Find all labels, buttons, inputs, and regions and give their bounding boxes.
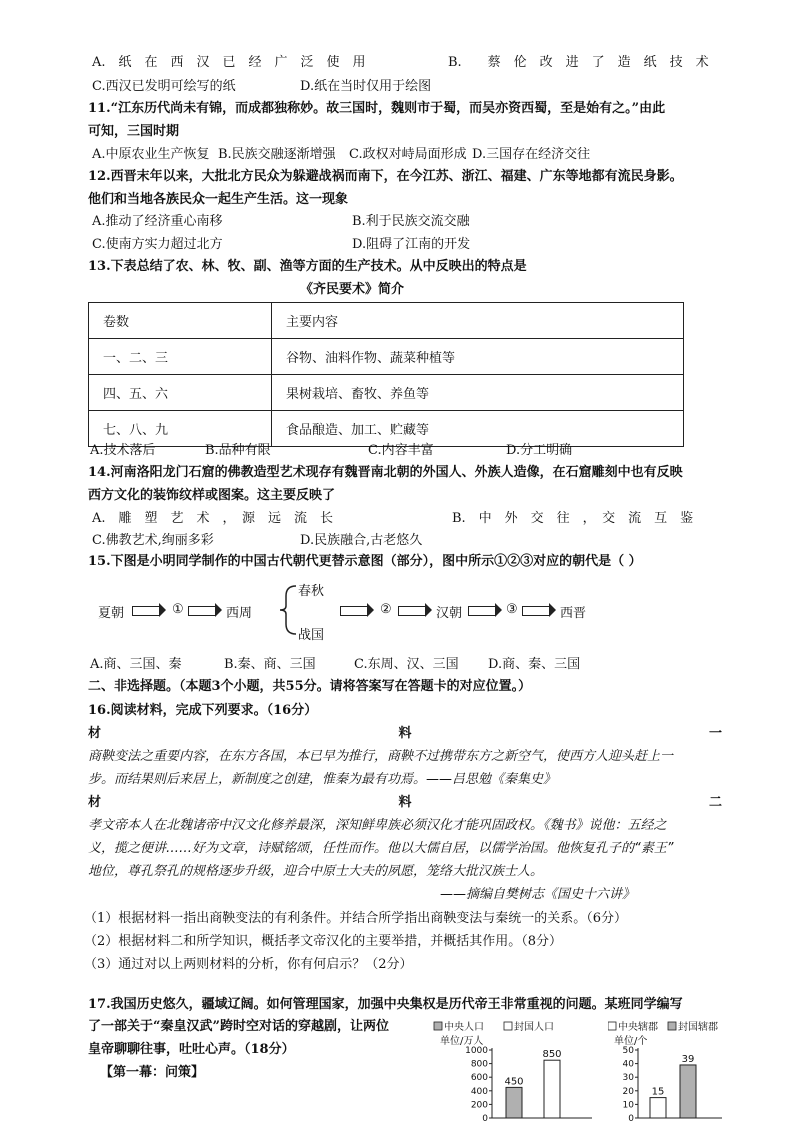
legend-label: 中央辖郡 (618, 1022, 658, 1033)
label-char: 一 (708, 726, 722, 741)
flow-node-2: ② (380, 602, 392, 617)
label-char: 材 (88, 726, 102, 741)
y-tick-label: 0 (628, 1114, 634, 1122)
q14-option-d: D.民族融合,古老悠久 (300, 533, 423, 548)
flow-arrow (340, 606, 367, 616)
q10-option-d: D.纸在当时仅用于绘图 (300, 79, 432, 94)
bar-data-label: 15 (651, 1086, 665, 1098)
q16-sub-question-2: （2）根据材料二和所学知识，概括孝文帝汉化的主要举措，并概括其作用。（8分） (84, 934, 563, 949)
material-2-line1: 孝文帝本人在北魏诸帝中汉文化修养最深，深知鲜卑族必须汉化才能巩固政权。《魏书》说他：五经之 (88, 818, 667, 833)
table-row (89, 375, 684, 411)
y-tick-label: 40 (622, 1059, 634, 1070)
q16-stem: 16.阅读材料，完成下列要求。（16分） (88, 703, 318, 718)
q15-option-d: D.商、秦、三国 (488, 657, 581, 672)
q12-option-b: B.利于民族交流交融 (352, 214, 470, 229)
q15-option-c: C.东周、汉、三国 (354, 657, 459, 672)
legend-swatch (608, 1022, 616, 1030)
legend-label: 封国人口 (514, 1022, 554, 1033)
material-1-line1: 商鞅变法之重要内容，在东方各国，本已早为推行，商鞅不过携带东方之新空气，使西方人迎头赶上一 (88, 749, 674, 764)
bar-data-label: 450 (504, 1076, 524, 1088)
material-1-label (88, 725, 722, 743)
y-tick-label: 50 (622, 1046, 634, 1056)
table-cell: 食品酿造、加工、贮藏等 (272, 411, 684, 447)
legend-swatch (504, 1022, 512, 1030)
q11-option-c: C.政权对峙局面形成 (349, 147, 467, 162)
flow-node-chunqiu: 春秋 (298, 584, 325, 599)
q14-option-c: C.佛教艺术,绚丽多彩 (92, 533, 214, 548)
q14-stem-line1: 14.河南洛阳龙门石窟的佛教造型艺术现存有魏晋南北朝的外国人、外族人造像，在石窟雕刻中也有反映 (88, 465, 683, 480)
flow-arrow (132, 606, 159, 616)
flow-node-1: ① (172, 602, 184, 617)
bar-data-label: 39 (681, 1053, 695, 1065)
q16-sub-question-1: （1）根据材料一指出商鞅变法的有利条件。并结合所学指出商鞅变法与秦统一的关系。（6分） (84, 911, 628, 926)
table-cell: 果树栽培、畜牧、养鱼等 (272, 375, 684, 411)
section-heading: 二、非选择题。（本题3个小题，共55分。请将答案写在答题卡的对应位置。） (88, 679, 532, 694)
table-cell: 四、五、六 (89, 375, 272, 411)
bar-中央辖郡 (650, 1098, 666, 1118)
label-char: 材 (88, 795, 102, 810)
bar-封国辖郡 (680, 1065, 696, 1118)
flow-arrow (398, 606, 425, 616)
y-tick-label: 800 (470, 1059, 488, 1070)
q13-option-c: C.内容丰富 (368, 443, 434, 458)
q13-option-b: B.品种有限 (205, 443, 271, 458)
y-tick-label: 600 (470, 1073, 488, 1084)
table-cell: 七、八、九 (89, 411, 272, 447)
q15-stem: 15.下图是小明同学制作的中国古代朝代更替示意图（部分），图中所示①②③对应的朝代是（ ） (88, 554, 642, 569)
q12-option-a: A.推动了经济重心南移 (92, 214, 223, 229)
q12-stem-line1: 12.西晋末年以来，大批北方民众为躲避战祸而南下，在今江苏、浙江、福建、广东等地都有流民身影。 (88, 169, 683, 184)
flow-arrow (468, 606, 495, 616)
q17-stem-line1: 17.我国历史悠久，疆域辽阔。如何管理国家，加强中央集权是历代帝王非常重视的问题。某班同学编写 (88, 997, 683, 1012)
legend-swatch (668, 1022, 676, 1030)
y-tick-label: 30 (622, 1073, 634, 1084)
legend-label: 封国辖郡 (678, 1022, 718, 1033)
material-2-source: ——摘编自樊树志《国史十六讲》 (440, 887, 636, 902)
bar-data-label: 850 (542, 1049, 562, 1061)
flow-arrow (188, 606, 215, 616)
q13-stem: 13.下表总结了农、林、牧、副、渔等方面的生产技术。从中反映出的特点是 (88, 259, 527, 274)
material-2-line2: 义，揽之便讲……好为文章，诗赋铭颂，任性而作。他以大儒自居，以儒学治国。他恢复孔子的“素王” (88, 841, 674, 856)
flow-arrow (522, 606, 549, 616)
flow-node-xizhou: 西周 (226, 606, 253, 621)
q13-table-caption: 《齐民要术》简介 (300, 282, 405, 297)
y-axis-label: 单位/万人 (440, 1036, 484, 1047)
q13-option-d: D.分工明确 (506, 443, 573, 458)
label-char: 料 (398, 726, 412, 741)
flow-node-3: ③ (506, 602, 518, 617)
y-tick-label: 10 (622, 1100, 634, 1111)
q12-option-c: C.使南方实力超过北方 (92, 237, 223, 252)
legend-swatch (434, 1022, 442, 1030)
material-2-line3: 地位，尊孔祭孔的规格逐步升级，迎合中原士大夫的夙愿，笼络大批汉族士人。 (88, 864, 544, 879)
flow-node-han: 汉朝 (436, 606, 463, 621)
legend-label: 中央人口 (444, 1022, 484, 1033)
dynasty-flow-diagram (88, 580, 608, 643)
q11-option-b: B.民族交融逐渐增强 (218, 147, 336, 162)
brace-icon (278, 582, 298, 638)
y-tick-label: 0 (482, 1114, 488, 1122)
bar-中央人口 (506, 1087, 522, 1118)
label-char: 料 (398, 795, 412, 810)
q17-scene-heading: 【第一幕：问策】 (100, 1065, 205, 1080)
flow-node-zhanguo: 战国 (298, 628, 325, 643)
commandery-bar-chart (608, 1020, 728, 1122)
bar-封国人口 (544, 1060, 560, 1118)
table-cell: 一、二、三 (89, 339, 272, 375)
q14-option-a: A. 雕 塑 艺 术 ， 源 远 流 长 (92, 511, 334, 526)
q11-option-d: D.三国存在经济交往 (472, 147, 591, 162)
table-header-cell: 主要内容 (272, 303, 684, 339)
table-cell: 谷物、油料作物、蔬菜种植等 (272, 339, 684, 375)
y-tick-label: 400 (470, 1086, 488, 1097)
table-header-row (89, 303, 684, 339)
y-tick-label: 20 (622, 1086, 634, 1097)
q11-stem-line2: 可知，三国时期 (88, 124, 180, 139)
table-header-cell: 卷数 (89, 303, 272, 339)
q16-sub-question-3: （3）通过对以上两则材料的分析，你有何启示？（2分） (84, 957, 413, 972)
q10-option-b: B. 蔡 伦 改 进 了 造 纸 技 术 (448, 55, 709, 70)
q11-option-a: A.中原农业生产恢复 (92, 147, 210, 162)
material-2-label (88, 794, 722, 812)
q17-stem-line3: 皇帝聊聊往事，吐吐心声。（18分） (88, 1042, 295, 1057)
y-axis-label: 单位/个 (614, 1036, 648, 1047)
flow-node-xijin: 西晋 (560, 606, 587, 621)
q13-table (88, 302, 684, 447)
population-bar-chart (432, 1020, 602, 1122)
y-tick-label: 200 (470, 1100, 488, 1111)
q13-option-a: A.技术落后 (90, 443, 156, 458)
flow-node-xia: 夏朝 (98, 606, 125, 621)
q12-stem-line2: 他们和当地各族民众一起生产生活。这一现象 (88, 192, 349, 207)
y-tick-label: 1000 (465, 1046, 488, 1056)
q17-stem-line2: 了一部关于“秦皇汉武”跨时空对话的穿越剧，让两位 (88, 1019, 389, 1034)
table-row (89, 339, 684, 375)
q15-option-b: B.秦、商、三国 (224, 657, 316, 672)
q14-option-b: B. 中 外 交 往 ， 交 流 互 鉴 (452, 511, 694, 526)
material-1-line2: 步。而结果则后来居上，新制度之创建，惟秦为最有功焉。——吕思勉《秦集史》 (88, 772, 557, 787)
q15-option-a: A.商、三国、秦 (90, 657, 182, 672)
label-char: 二 (708, 795, 722, 810)
q14-stem-line2: 西方文化的装饰纹样或图案。这主要反映了 (88, 488, 336, 503)
q10-option-c: C.西汉已发明可绘写的纸 (92, 79, 236, 94)
q10-option-a: A. 纸 在 西 汉 已 经 广 泛 使 用 (92, 55, 366, 70)
q11-stem-line1: 11.“江东历代尚未有锦，而成都独称妙。故三国时，魏则市于蜀，而吴亦资西蜀，至是始有之。”由此 (88, 101, 666, 116)
q12-option-d: D.阻碍了江南的开发 (352, 237, 471, 252)
